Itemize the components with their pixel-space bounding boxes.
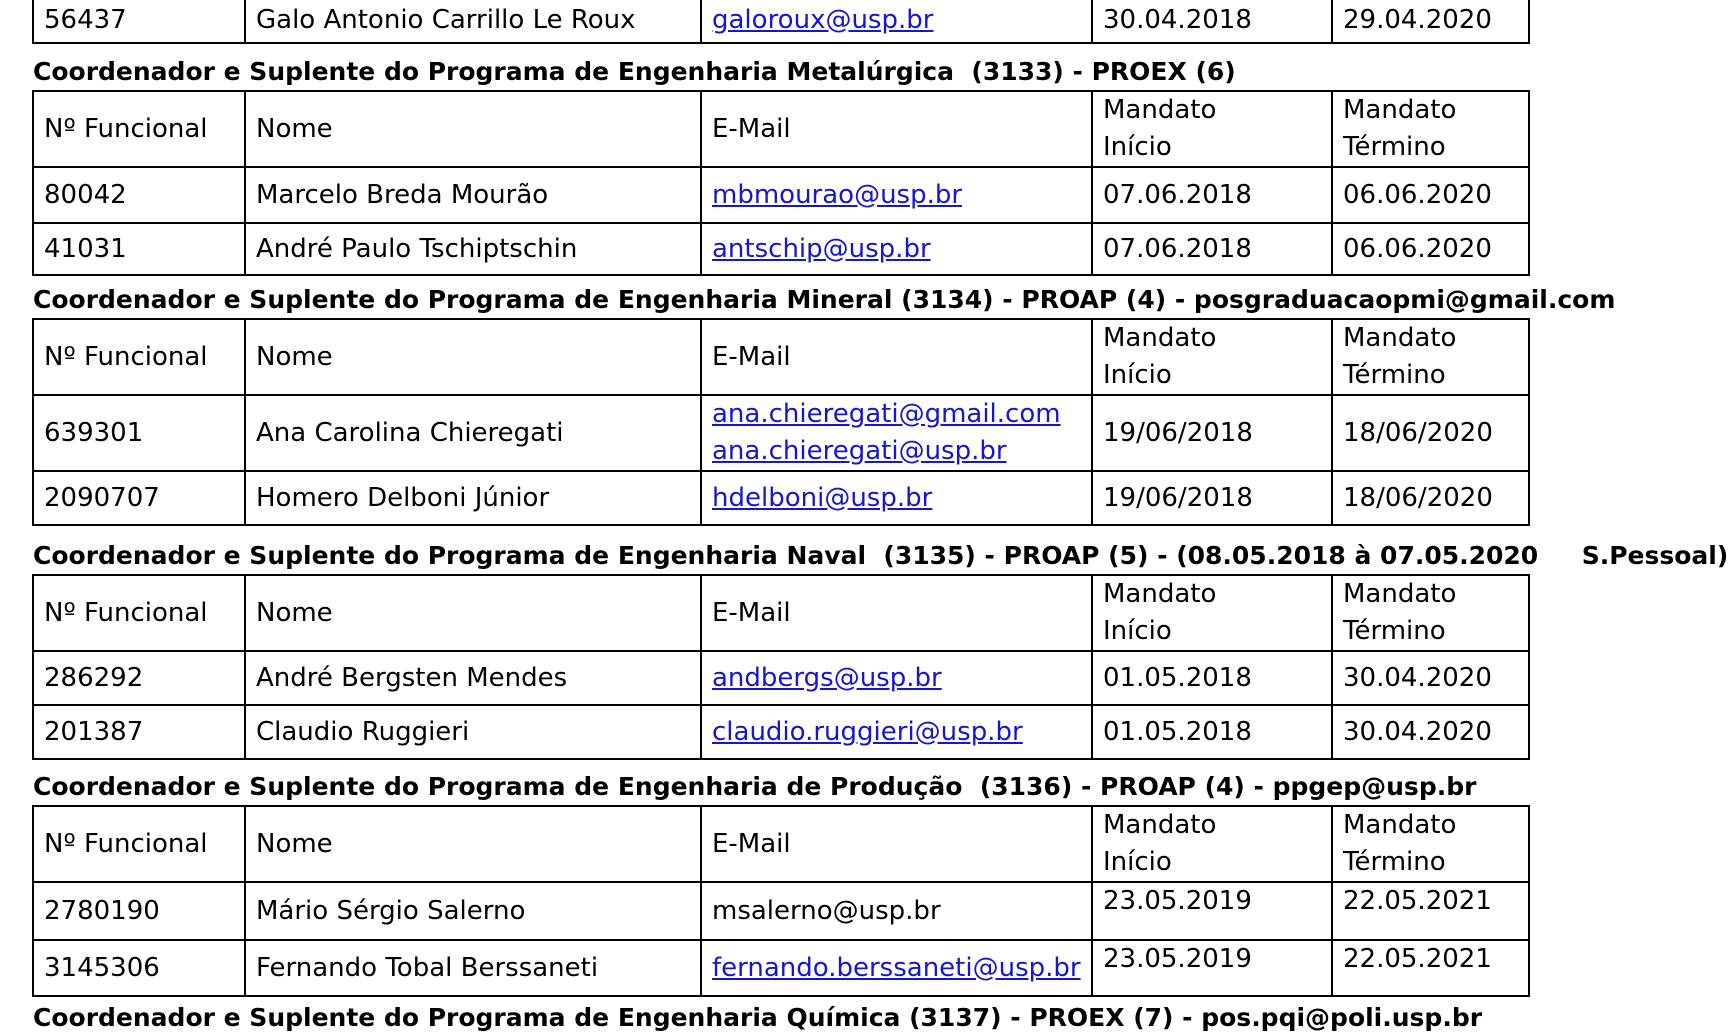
cell-id: 3145306 [33, 940, 245, 996]
table-row [33, 395, 1529, 471]
cell-inicio: 19/06/2018 [1092, 471, 1332, 525]
header-id: Nº Funcional [33, 91, 245, 167]
cell-id: 201387 [33, 705, 245, 759]
cell-termino: 18/06/2020 [1332, 395, 1529, 471]
table-row [33, 705, 1529, 759]
cell-id: 56437 [33, 0, 245, 43]
table-header-row [33, 806, 1529, 882]
section-heading-metalurgica: Coordenador e Suplente do Programa de Engenharia Metalúrgica (3133) - PROEX (6) [33, 57, 1236, 86]
cell-name: Galo Antonio Carrillo Le Roux [245, 0, 701, 43]
cell-termino: 22.05.2021 [1332, 940, 1529, 996]
cell-termino: 30.04.2020 [1332, 705, 1529, 759]
table-producao [32, 805, 1530, 997]
section-heading-mineral: Coordenador e Suplente do Programa de Engenharia Mineral (3134) - PROAP (4) - posgraduacaopmi@gmail.com [33, 285, 1616, 314]
cell-inicio: 30.04.2018 [1092, 0, 1332, 43]
email-link[interactable]: hdelboni@usp.br [712, 482, 933, 513]
cell-inicio: 01.05.2018 [1092, 651, 1332, 705]
header-id: Nº Funcional [33, 319, 245, 395]
cell-termino: 06.06.2020 [1332, 167, 1529, 223]
cell-termino: 30.04.2020 [1332, 651, 1529, 705]
cell-name: Mário Sérgio Salerno [245, 882, 701, 940]
header-inicio: Mandato Início [1092, 575, 1332, 651]
table-row [33, 0, 1529, 43]
cell-name: Homero Delboni Júnior [245, 471, 701, 525]
table-row [33, 471, 1529, 525]
header-email: E-Mail [701, 806, 1092, 882]
cell-id: 2780190 [33, 882, 245, 940]
header-nome: Nome [245, 319, 701, 395]
table-row [33, 940, 1529, 996]
header-email: E-Mail [701, 319, 1092, 395]
cell-id: 286292 [33, 651, 245, 705]
table-prev-section [32, 0, 1530, 44]
header-id: Nº Funcional [33, 575, 245, 651]
cell-inicio: 07.06.2018 [1092, 223, 1332, 275]
table-header-row [33, 575, 1529, 651]
cell-id: 639301 [33, 395, 245, 471]
cell-termino: 29.04.2020 [1332, 0, 1529, 43]
table-row [33, 882, 1529, 940]
table-naval [32, 574, 1530, 760]
email-link[interactable]: andbergs@usp.br [712, 662, 942, 693]
table-mineral [32, 318, 1530, 526]
cell-inicio: 07.06.2018 [1092, 167, 1332, 223]
cell-termino: 06.06.2020 [1332, 223, 1529, 275]
header-id: Nº Funcional [33, 806, 245, 882]
email-link[interactable]: claudio.ruggieri@usp.br [712, 716, 1023, 747]
header-inicio: Mandato Início [1092, 319, 1332, 395]
cell-name: Marcelo Breda Mourão [245, 167, 701, 223]
cell-termino: 22.05.2021 [1332, 882, 1529, 940]
email-link[interactable]: mbmourao@usp.br [712, 179, 963, 210]
cell-id: 80042 [33, 167, 245, 223]
email-link[interactable]: ana.chieregati@gmail.com [712, 399, 1061, 429]
cell-inicio: 23.05.2019 [1092, 940, 1332, 996]
cell-inicio: 01.05.2018 [1092, 705, 1332, 759]
section-heading-naval: Coordenador e Suplente do Programa de Engenharia Naval (3135) - PROAP (5) - (08.05.2018 à 07.05.2020 S.Pessoal) [33, 541, 1728, 570]
header-nome: Nome [245, 575, 701, 651]
cell-name: André Bergsten Mendes [245, 651, 701, 705]
header-nome: Nome [245, 91, 701, 167]
header-email: E-Mail [701, 575, 1092, 651]
email-link[interactable]: galoroux@usp.br [712, 4, 934, 35]
table-metalurgica [32, 90, 1530, 276]
cell-name: André Paulo Tschiptschin [245, 223, 701, 275]
header-email: E-Mail [701, 91, 1092, 167]
table-header-row [33, 319, 1529, 395]
header-termino: Mandato Término [1332, 806, 1529, 882]
cell-id: 41031 [33, 223, 245, 275]
table-header-row [33, 91, 1529, 167]
header-nome: Nome [245, 806, 701, 882]
cell-inicio: 19/06/2018 [1092, 395, 1332, 471]
header-termino: Mandato Término [1332, 319, 1529, 395]
table-row [33, 651, 1529, 705]
email-link-secondary[interactable]: ana.chieregati@usp.br [712, 436, 1007, 466]
cell-inicio: 23.05.2019 [1092, 882, 1332, 940]
table-row [33, 167, 1529, 223]
table-row [33, 223, 1529, 275]
header-termino: Mandato Término [1332, 91, 1529, 167]
email-link[interactable]: antschip@usp.br [712, 233, 931, 264]
cell-name: Ana Carolina Chieregati [245, 395, 701, 471]
section-heading-quimica: Coordenador e Suplente do Programa de Engenharia Química (3137) - PROEX (7) - pos.pqi@poli.usp.br [33, 1003, 1483, 1032]
header-inicio: Mandato Início [1092, 91, 1332, 167]
header-inicio: Mandato Início [1092, 806, 1332, 882]
header-termino: Mandato Término [1332, 575, 1529, 651]
cell-id: 2090707 [33, 471, 245, 525]
cell-name: Claudio Ruggieri [245, 705, 701, 759]
cell-termino: 18/06/2020 [1332, 471, 1529, 525]
cell-name: Fernando Tobal Berssaneti [245, 940, 701, 996]
cell-email: msalerno@usp.br [701, 882, 1092, 940]
email-link[interactable]: fernando.berssaneti@usp.br [712, 952, 1081, 983]
section-heading-producao: Coordenador e Suplente do Programa de Engenharia de Produção (3136) - PROAP (4) - ppgep@usp.br [33, 772, 1477, 801]
